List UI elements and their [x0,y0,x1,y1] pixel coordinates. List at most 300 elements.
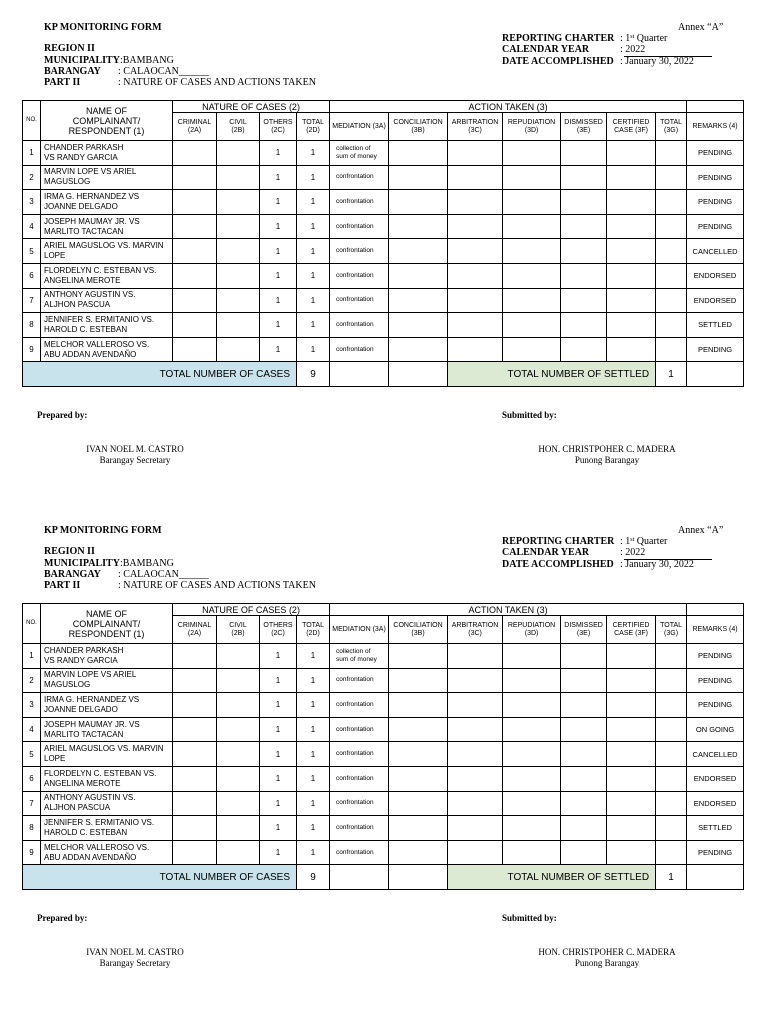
certified-cell [607,313,656,338]
remarks-cell: PENDING [687,190,744,215]
certified-cell [607,644,656,669]
table-row [23,337,744,362]
mediation-cell [330,742,389,767]
criminal-cell [173,693,217,718]
conciliation-cell [389,742,448,767]
header-criminal: CRIMINAL (2A) [173,616,217,644]
header-criminal: CRIMINAL (2A) [173,113,217,141]
row-number: 1 [23,644,41,669]
calendar-label: CALENDAR YEAR [502,547,590,558]
row-number: 8 [23,816,41,841]
total-3g-cell [656,263,687,288]
complainant-respondent [41,263,173,288]
civil-cell [217,668,260,693]
prepared-name: IVAN NOEL M. CASTRO [86,947,184,957]
conciliation-cell [389,263,448,288]
civil-cell [217,239,260,264]
total-3g-cell [656,337,687,362]
header-total-2d: TOTAL (2D) [297,616,330,644]
row-number: 8 [23,313,41,338]
total-cases-value: 9 [297,865,330,890]
mediation-line-1: confrontation [336,774,374,782]
certified-cell [607,693,656,718]
header-name: NAME OF COMPLAINANT/ RESPONDENT (1) [41,101,173,141]
conciliation-cell [389,288,448,313]
criminal-cell [173,165,217,190]
header-total-3g: TOTAL (3G) [656,616,687,644]
civil-cell [217,644,260,669]
header-certified: CERTIFIED CASE (3F) [607,113,656,141]
remarks-cell: ENDORSED [687,766,744,791]
submitted-label: Submitted by: [502,913,557,923]
mediation-cell [330,190,389,215]
complainant-respondent [41,693,173,718]
mediation-cell [330,165,389,190]
arbitration-cell [448,766,503,791]
arbitration-cell [448,214,503,239]
remarks-cell: PENDING [687,840,744,865]
header-arbitration: ARBITRATION (3C) [448,113,503,141]
dismissed-cell [561,668,607,693]
complainant-respondent [41,791,173,816]
municipality-label: MUNICIPALITY [44,55,120,66]
calendar-value: : 2022 [620,44,646,55]
dismissed-cell [561,165,607,190]
reporting-sup: st [630,34,635,40]
arbitration-cell [448,239,503,264]
part-label: PART II [44,580,81,591]
name-line-2: MARLITO TACTACAN [44,729,124,739]
dismissed-cell [561,791,607,816]
row-number: 6 [23,766,41,791]
total-2d-cell: 1 [297,263,330,288]
name-line-1: MARVIN LOPE VS ARIEL [44,167,137,177]
header-total-3g: TOTAL (3G) [656,113,687,141]
reporting-label: REPORTING CHARTER [502,33,615,44]
date-value: : January 30, 2022 [620,559,694,570]
mediation-cell [330,337,389,362]
header-total-2d: TOTAL (2D) [297,113,330,141]
row-number: 2 [23,165,41,190]
dismissed-cell [561,742,607,767]
others-cell: 1 [260,214,297,239]
cases-table [22,100,744,387]
certified-cell [607,337,656,362]
total-2d-cell: 1 [297,742,330,767]
blank-cell [330,865,389,890]
table-row [23,668,744,693]
table-row [23,816,744,841]
mediation-line-1: confrontation [336,222,374,230]
repudiation-cell [503,644,561,669]
mediation-cell [330,717,389,742]
reporting-suffix: Quarter [634,33,668,44]
certified-cell [607,190,656,215]
total-settled-value: 1 [656,362,687,387]
header-civil: CIVIL (2B) [217,113,260,141]
total-cases-label: TOTAL NUMBER OF CASES [23,362,297,387]
others-cell: 1 [260,190,297,215]
mediation-cell [330,263,389,288]
header-nature: NATURE OF CASES (2) [173,101,330,113]
header-remarks: REMARKS (4) [687,616,744,644]
name-line-2: JOANNE DELGADO [44,201,118,211]
conciliation-cell [389,766,448,791]
dismissed-cell [561,263,607,288]
total-settled-value: 1 [656,865,687,890]
certified-cell [607,165,656,190]
table-rows [23,644,744,865]
remarks-cell: CANCELLED [687,239,744,264]
arbitration-cell [448,165,503,190]
criminal-cell [173,263,217,288]
table-row [23,717,744,742]
name-line-1: CHANDER PARKASH [44,142,124,152]
remarks-cell: SETTLED [687,313,744,338]
mediation-line-1: confrontation [336,848,374,856]
criminal-cell [173,288,217,313]
mediation-cell [330,693,389,718]
total-settled-label: TOTAL NUMBER OF SETTLED [448,362,656,387]
certified-cell [607,239,656,264]
mediation-line-1: confrontation [336,173,374,181]
header-repudiation: REPUDIATION (3D) [503,616,561,644]
row-number: 5 [23,742,41,767]
table-row [23,644,744,669]
remarks-cell: CANCELLED [687,742,744,767]
cases-table [22,603,744,890]
certified-cell [607,840,656,865]
arbitration-cell [448,717,503,742]
certified-cell [607,717,656,742]
criminal-cell [173,717,217,742]
mediation-cell [330,313,389,338]
certified-cell [607,288,656,313]
mediation-line-1: confrontation [336,700,374,708]
arbitration-cell [448,840,503,865]
name-line-2: MAGUSLOG [44,680,91,690]
mediation-cell [330,816,389,841]
total-2d-cell: 1 [297,288,330,313]
table-row [23,190,744,215]
criminal-cell [173,816,217,841]
repudiation-cell [503,717,561,742]
mediation-line-1: confrontation [336,676,374,684]
conciliation-cell [389,717,448,742]
dismissed-cell [561,214,607,239]
repudiation-cell [503,239,561,264]
others-cell: 1 [260,742,297,767]
certified-cell [607,742,656,767]
complainant-respondent [41,239,173,264]
name-line-1: MELCHOR VALLEROSO VS. [44,339,150,349]
total-3g-cell [656,165,687,190]
civil-cell [217,693,260,718]
name-line-1: JOSEPH MAUMAY JR. VS [44,216,140,226]
mediation-line-1: confrontation [336,823,374,831]
mediation-line-1: confrontation [336,271,374,279]
name-line-2: MAGUSLOG [44,177,91,187]
prepared-label: Prepared by: [37,410,88,420]
complainant-respondent [41,717,173,742]
civil-cell [217,816,260,841]
name-line-2: JOANNE DELGADO [44,704,118,714]
others-cell: 1 [260,263,297,288]
repudiation-cell [503,791,561,816]
complainant-respondent [41,141,173,166]
remarks-cell: PENDING [687,337,744,362]
total-3g-cell [656,288,687,313]
reporting-suffix: Quarter [634,536,668,547]
criminal-cell [173,239,217,264]
total-2d-cell: 1 [297,141,330,166]
mediation-line-1: confrontation [336,296,374,304]
part-label: PART II [44,77,81,88]
name-line-1: FLORDELYN C. ESTEBAN VS. [44,265,157,275]
row-number: 4 [23,717,41,742]
dismissed-cell [561,840,607,865]
total-3g-cell [656,816,687,841]
name-line-2: MARLITO TACTACAN [44,226,124,236]
repudiation-cell [503,263,561,288]
criminal-cell [173,742,217,767]
header-civil: CIVIL (2B) [217,616,260,644]
civil-cell [217,263,260,288]
arbitration-cell [448,816,503,841]
repudiation-cell [503,190,561,215]
name-line-2: HAROLD C. ESTEBAN [44,827,128,837]
calendar-value: : 2022 [620,547,646,558]
mediation-cell [330,288,389,313]
calendar-label: CALENDAR YEAR [502,44,590,55]
others-cell: 1 [260,766,297,791]
arbitration-cell [448,263,503,288]
barangay-label: BARANGAY [44,569,101,580]
mediation-cell [330,239,389,264]
total-3g-cell [656,214,687,239]
header-mediation: MEDIATION (3A) [330,616,389,644]
total-2d-cell: 1 [297,668,330,693]
table-row [23,263,744,288]
arbitration-cell [448,141,503,166]
repudiation-cell [503,214,561,239]
dismissed-cell [561,337,607,362]
total-3g-cell [656,693,687,718]
blank-cell [389,362,448,387]
total-3g-cell [656,766,687,791]
complainant-respondent [41,165,173,190]
name-line-1: ARIEL MAGUSLOG VS. MARVIN [44,241,164,251]
kp-monitoring-form-1 [0,0,768,500]
total-3g-cell [656,141,687,166]
name-line-1: MARVIN LOPE VS ARIEL [44,670,137,680]
total-3g-cell [656,791,687,816]
total-2d-cell: 1 [297,816,330,841]
header-action: ACTION TAKEN (3) [330,604,687,616]
criminal-cell [173,840,217,865]
annex-label: Annex “A” [678,22,724,33]
repudiation-cell [503,742,561,767]
row-number: 4 [23,214,41,239]
others-cell: 1 [260,816,297,841]
mediation-line-1: collection of [336,647,371,655]
table-row [23,791,744,816]
others-cell: 1 [260,840,297,865]
total-2d-cell: 1 [297,693,330,718]
others-cell: 1 [260,288,297,313]
criminal-cell [173,313,217,338]
repudiation-cell [503,141,561,166]
table-row [23,766,744,791]
total-2d-cell: 1 [297,239,330,264]
header-name: NAME OF COMPLAINANT/ RESPONDENT (1) [41,604,173,644]
prepared-title: Barangay Secretary [99,958,171,968]
others-cell: 1 [260,717,297,742]
prepared-title: Barangay Secretary [99,455,171,465]
mediation-cell [330,766,389,791]
blank-cell [330,362,389,387]
conciliation-cell [389,816,448,841]
civil-cell [217,313,260,338]
dismissed-cell [561,644,607,669]
conciliation-cell [389,791,448,816]
header-remarks-top [687,101,744,113]
complainant-respondent [41,742,173,767]
others-cell: 1 [260,337,297,362]
others-cell: 1 [260,644,297,669]
name-line-2: VS RANDY GARCIA [44,655,118,665]
certified-cell [607,668,656,693]
header-others: OTHERS (2C) [260,616,297,644]
row-number: 9 [23,337,41,362]
name-line-1: CHANDER PARKASH [44,645,124,655]
repudiation-cell [503,165,561,190]
barangay-value: : CALAOCAN______ [118,569,209,580]
barangay-label: BARANGAY [44,66,101,77]
total-2d-cell: 1 [297,165,330,190]
name-line-2: HAROLD C. ESTEBAN [44,324,128,334]
dismissed-cell [561,190,607,215]
total-3g-cell [656,313,687,338]
header-mediation: MEDIATION (3A) [330,113,389,141]
header-nature: NATURE OF CASES (2) [173,604,330,616]
complainant-respondent [41,766,173,791]
complainant-respondent [41,313,173,338]
others-cell: 1 [260,791,297,816]
complainant-respondent [41,644,173,669]
conciliation-cell [389,644,448,669]
remarks-cell: PENDING [687,165,744,190]
kp-monitoring-form-2 [0,503,768,1003]
others-cell: 1 [260,239,297,264]
name-line-1: JENNIFER S. ERMITANIO VS. [44,314,155,324]
table-row [23,840,744,865]
mediation-line-1: confrontation [336,345,374,353]
remarks-cell: ENDORSED [687,288,744,313]
mediation-cell [330,668,389,693]
total-2d-cell: 1 [297,337,330,362]
repudiation-cell [503,313,561,338]
conciliation-cell [389,840,448,865]
prepared-label: Prepared by: [37,913,88,923]
form-title: KP MONITORING FORM [44,22,162,33]
table-row [23,214,744,239]
row-number: 5 [23,239,41,264]
civil-cell [217,840,260,865]
blank-cell [687,362,744,387]
table-row [23,313,744,338]
mediation-line-1: confrontation [336,725,374,733]
mediation-line-1: confrontation [336,320,374,328]
arbitration-cell [448,337,503,362]
table-row [23,288,744,313]
remarks-cell: ENDORSED [687,791,744,816]
name-line-2: ALJHON PASCUA [44,803,111,813]
submitted-label: Submitted by: [502,410,557,420]
header-no: NO. [23,604,41,644]
mediation-cell [330,791,389,816]
arbitration-cell [448,668,503,693]
reporting-colon: : 1 [620,536,631,547]
blank-cell [687,865,744,890]
name-line-1: ANTHONY AGUSTIN VS. [44,290,136,300]
complainant-respondent [41,288,173,313]
arbitration-cell [448,288,503,313]
date-label: DATE ACCOMPLISHED [502,56,614,67]
date-value: : January 30, 2022 [620,56,694,67]
row-number: 1 [23,141,41,166]
others-cell: 1 [260,693,297,718]
header-action: ACTION TAKEN (3) [330,101,687,113]
others-cell: 1 [260,313,297,338]
mediation-line-2: sum of money [336,152,377,160]
complainant-respondent [41,214,173,239]
dismissed-cell [561,816,607,841]
arbitration-cell [448,742,503,767]
certified-cell [607,816,656,841]
conciliation-cell [389,693,448,718]
reporting-sup: st [630,537,635,543]
remarks-cell: SETTLED [687,816,744,841]
name-line-2: VS RANDY GARCIA [44,152,118,162]
others-cell: 1 [260,668,297,693]
name-line-2: ALJHON PASCUA [44,300,111,310]
header-dismissed: DISMISSED (3E) [561,113,607,141]
name-line-2: LOPE [44,754,66,764]
table-row [23,239,744,264]
name-line-2: LOPE [44,251,66,261]
criminal-cell [173,141,217,166]
civil-cell [217,288,260,313]
conciliation-cell [389,165,448,190]
repudiation-cell [503,668,561,693]
header-remarks-top [687,604,744,616]
barangay-value: : CALAOCAN______ [118,66,209,77]
total-cases-value: 9 [297,362,330,387]
name-line-1: IRMA G. HERNANDEZ VS [44,694,140,704]
criminal-cell [173,644,217,669]
municipality-value: :BAMBANG [119,55,174,66]
header-repudiation: REPUDIATION (3D) [503,113,561,141]
municipality-value: :BAMBANG [119,558,174,569]
civil-cell [217,717,260,742]
total-3g-cell [656,742,687,767]
arbitration-cell [448,791,503,816]
submitted-title: Punong Barangay [574,958,640,968]
name-line-1: JOSEPH MAUMAY JR. VS [44,719,140,729]
remarks-cell: PENDING [687,693,744,718]
total-2d-cell: 1 [297,717,330,742]
